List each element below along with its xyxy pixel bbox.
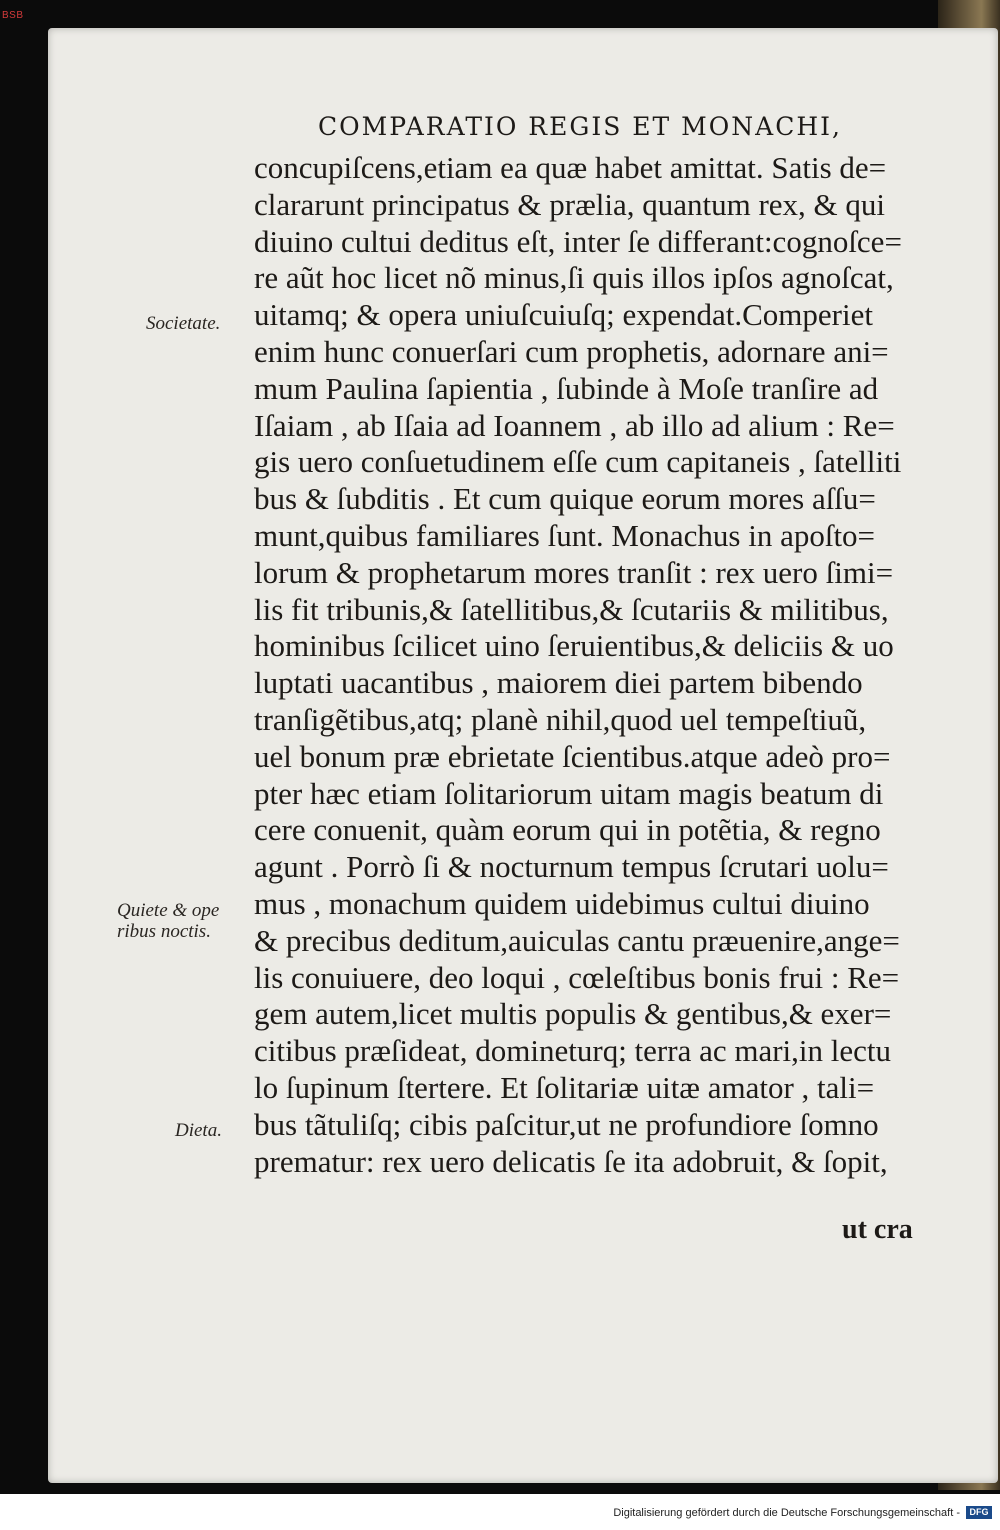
- body-text: [254, 150, 934, 1180]
- text-line: luptati uacantibus , maiorem diei partem bibendo: [254, 665, 863, 701]
- text-line: enim hunc conuerſari cum prophetis, adornare ani=: [254, 333, 889, 369]
- text-line: pter hæc etiam ſolitariorum uitam magis beatum di: [254, 775, 884, 811]
- dfg-logo: DFG: [966, 1506, 992, 1519]
- text-line: re aũt hoc licet nõ minus,ſi quis illos ipſos agnoſcat,: [254, 260, 894, 296]
- text-line: bus & ſubditis . Et cum quique eorum mores aſſu=: [254, 481, 876, 517]
- bsb-logo: BSB: [2, 10, 24, 21]
- text-line: clararunt principatus & prælia, quantum rex, & qui: [254, 186, 886, 222]
- text-line: hominibus ſcilicet uino ſeruientibus,& deliciis & uo: [254, 628, 894, 664]
- catchword: ut cra: [842, 1214, 913, 1245]
- footer-credit: Digitalisierung gefördert durch die Deutsche Forschungsgemeinschaft -: [613, 1507, 960, 1519]
- text-line: lo ſupinum ſtertere. Et ſolitariæ uitæ amator , tali=: [254, 1069, 875, 1105]
- text-line: uitamq; & opera uniuſcuiuſq; expendat.Comperiet: [254, 297, 873, 333]
- text-line: mus , monachum quidem uidebimus cultui diuino: [254, 885, 870, 921]
- text-line: cere conuenit, quàm eorum qui in potẽtia, & regno: [254, 812, 881, 848]
- text-line: & precibus deditum,auiculas cantu præuenire,ange=: [254, 922, 900, 958]
- text-line: lorum & prophetarum mores tranſit : rex uero ſimi=: [254, 554, 894, 590]
- text-line: gem autem,licet multis populis & gentibus,& exer=: [254, 996, 892, 1032]
- text-line: Iſaiam , ab Iſaia ad Ioannem , ab illo ad alium : Re=: [254, 407, 895, 443]
- text-line: lis conuiuere, deo loqui , cœleſtibus bonis frui : Re=: [254, 959, 900, 995]
- text-line: prematur: rex uero delicatis ſe ita adobruit, & ſopit,: [254, 1143, 888, 1179]
- text-line: concupiſcens,etiam ea quæ habet amittat. Satis de=: [254, 150, 887, 185]
- footer-bar: [0, 1494, 1000, 1530]
- text-line: agunt . Porrò ſi & nocturnum tempus ſcrutari uolu=: [254, 849, 889, 885]
- text-line: tranſigẽtibus,atq; planè nihil,quod uel tempeſtiuũ,: [254, 701, 867, 737]
- marginal-note-quiete: [117, 900, 219, 942]
- marginal-note-line: Quiete & ope: [117, 900, 220, 921]
- marginal-note-societate: Societate.: [146, 313, 221, 334]
- marginal-note-line: ribus noctis.: [117, 921, 211, 942]
- running-head: COMPARATIO REGIS ET MONACHI,: [318, 112, 842, 141]
- text-line: bus tãtuliſq; cibis paſcitur,ut ne profundiore ſomno: [254, 1106, 879, 1142]
- text-line: lis fit tribunis,& ſatellitibus,& ſcutariis & militibus,: [254, 591, 889, 627]
- marginal-note-dieta: Dieta.: [175, 1120, 222, 1141]
- text-line: gis uero conſuetudinem eſſe cum capitaneis , ſatelliti: [254, 444, 902, 480]
- text-line: uel bonum præ ebrietate ſcientibus.atque adeò pro=: [254, 738, 891, 774]
- text-line: munt,quibus familiares ſunt. Monachus in apoſto=: [254, 517, 876, 553]
- text-line: mum Paulina ſapientia , ſubinde à Moſe tranſire ad: [254, 370, 879, 406]
- text-line: citibus præſideat, domineturq; terra ac mari,in lectu: [254, 1033, 892, 1069]
- text-line: diuino cultui deditus eſt, inter ſe differant:cognoſce=: [254, 223, 902, 259]
